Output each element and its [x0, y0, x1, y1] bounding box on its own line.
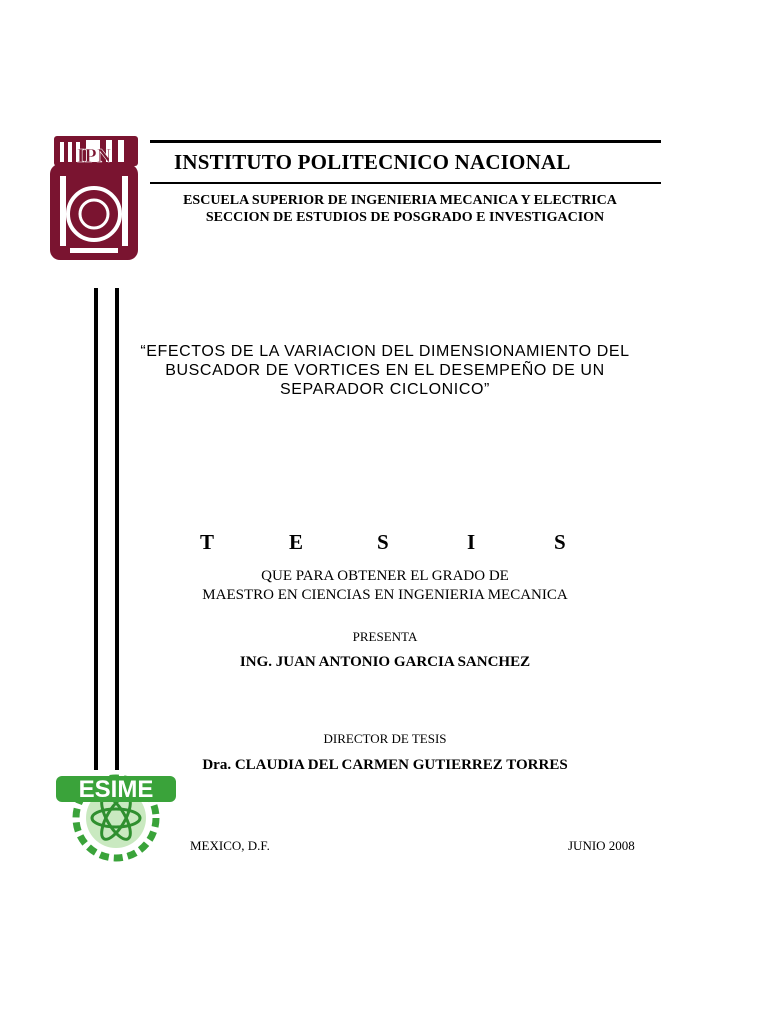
- esime-logo-text: ESIME: [78, 776, 154, 803]
- school-name: ESCUELA SUPERIOR DE INGENIERIA MECANICA Y ELECTRICA: [183, 193, 617, 208]
- director-label: DIRECTOR DE TESIS: [323, 731, 447, 746]
- author-name: ING. JUAN ANTONIO GARCIA SANCHEZ: [239, 654, 531, 670]
- degree-line-2: MAESTRO EN CIENCIAS EN INGENIERIA MECANICA: [202, 587, 568, 603]
- thesis-title-line-3: SEPARADOR CICLONICO”: [280, 381, 490, 398]
- left-vertical-rule-1: [94, 288, 98, 770]
- ipn-logo: [46, 130, 142, 268]
- footer-date: JUNIO 2008: [568, 838, 635, 853]
- thesis-title-line-2: BUSCADOR DE VORTICES EN EL DESEMPEÑO DE UN: [165, 362, 605, 379]
- tesis-letter: S: [377, 530, 389, 554]
- tesis-letter: T: [200, 530, 215, 554]
- degree-text: [140, 567, 630, 605]
- thesis-title-line-1: “EFECTOS DE LA VARIACION DEL DIMENSIONAMIENTO DEL: [140, 343, 630, 360]
- header-top-rule: [150, 140, 661, 143]
- degree-line-1: QUE PARA OBTENER EL GRADO DE: [261, 568, 509, 584]
- left-vertical-rule-2: [115, 288, 119, 770]
- section-name: SECCION DE ESTUDIOS DE POSGRADO E INVESTIGACION: [205, 210, 605, 225]
- director-name: Dra. CLAUDIA DEL CARMEN GUTIERREZ TORRES: [202, 757, 568, 773]
- institution-name: INSTITUTO POLITECNICO NACIONAL: [174, 150, 571, 174]
- thesis-title: [120, 342, 650, 399]
- ipn-logo-text: IPN: [76, 145, 112, 167]
- tesis-heading: [200, 530, 580, 556]
- presenta-label: PRESENTA: [352, 629, 418, 644]
- tesis-letter: I: [467, 530, 476, 554]
- footer-place: MEXICO, D.F.: [190, 838, 270, 853]
- tesis-letter: E: [289, 530, 304, 554]
- tesis-letter: S: [554, 530, 566, 554]
- header-bottom-rule: [150, 182, 661, 184]
